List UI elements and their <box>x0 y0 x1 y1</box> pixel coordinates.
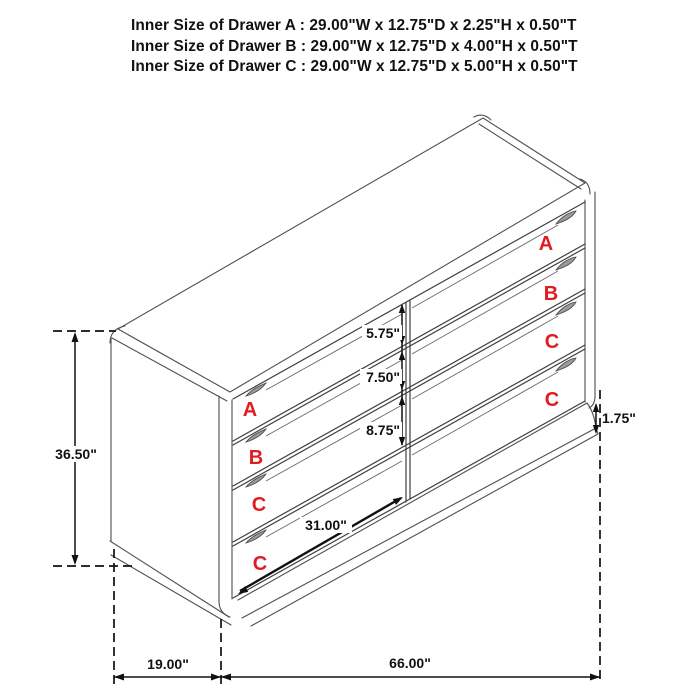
depth-label: 19.00" <box>147 656 189 672</box>
spec-line-b: Inner Size of Drawer B : 29.00"W x 12.75"D x 4.00"H x 0.50"T <box>131 37 578 55</box>
arrow-depth-right <box>211 674 221 681</box>
extension-lines <box>53 331 600 684</box>
drawer-width-label: 31.00" <box>305 517 347 533</box>
groove-right-b <box>412 271 558 354</box>
plinth-top-edge <box>238 403 587 600</box>
groove-right-c2 <box>412 372 558 455</box>
arrow-depth-left <box>114 674 124 681</box>
drawer-label-left-c1: C <box>251 494 267 516</box>
row-c-height-label: 8.75" <box>366 422 400 438</box>
row-a-height-label: 5.75" <box>366 325 400 341</box>
drawer-label-left-c2: C <box>252 553 268 575</box>
base-height-label: 1.75" <box>602 410 636 426</box>
drawer-label-left-a: A <box>242 399 258 421</box>
arrow-height-top <box>72 332 79 342</box>
arrow-width-left <box>221 674 231 681</box>
plinth-bottom-edge <box>242 428 596 618</box>
front-right-post-outer <box>589 192 595 408</box>
width-label: 66.00" <box>389 655 431 671</box>
row-b-height-label: 7.50" <box>366 369 400 385</box>
drawer-label-right-a: A <box>538 233 554 255</box>
front-left-post-outer <box>219 396 230 617</box>
arrow-width-right <box>590 674 600 681</box>
drawer-area-bottom-line <box>233 401 585 598</box>
arrow-base-top <box>593 403 599 412</box>
side-panel-bottom-edge <box>110 541 229 617</box>
arrow-row-c-bottom <box>399 437 405 446</box>
spec-line-a: Inner Size of Drawer A : 29.00"W x 12.75"D x 2.25"H x 0.50"T <box>131 17 577 34</box>
drawer-label-left-b: B <box>248 447 264 469</box>
drawer-label-right-b: B <box>543 283 559 305</box>
groove-left-c1 <box>266 405 402 481</box>
row-gap-c-c-upper <box>233 345 585 542</box>
drawer-label-right-c2: C <box>544 389 560 411</box>
spec-line-c: Inner Size of Drawer C : 29.00"W x 12.75"D x 5.00"H x 0.50"T <box>131 58 578 75</box>
arrow-height-bottom <box>72 555 79 565</box>
drawer-spec-header <box>131 16 578 78</box>
dimension-arrowheads <box>72 304 601 681</box>
drawer-label-right-c1: C <box>544 331 560 353</box>
top-face <box>118 118 585 392</box>
overall-height-label: 36.50" <box>55 446 97 462</box>
cabinet-structure <box>110 115 598 626</box>
